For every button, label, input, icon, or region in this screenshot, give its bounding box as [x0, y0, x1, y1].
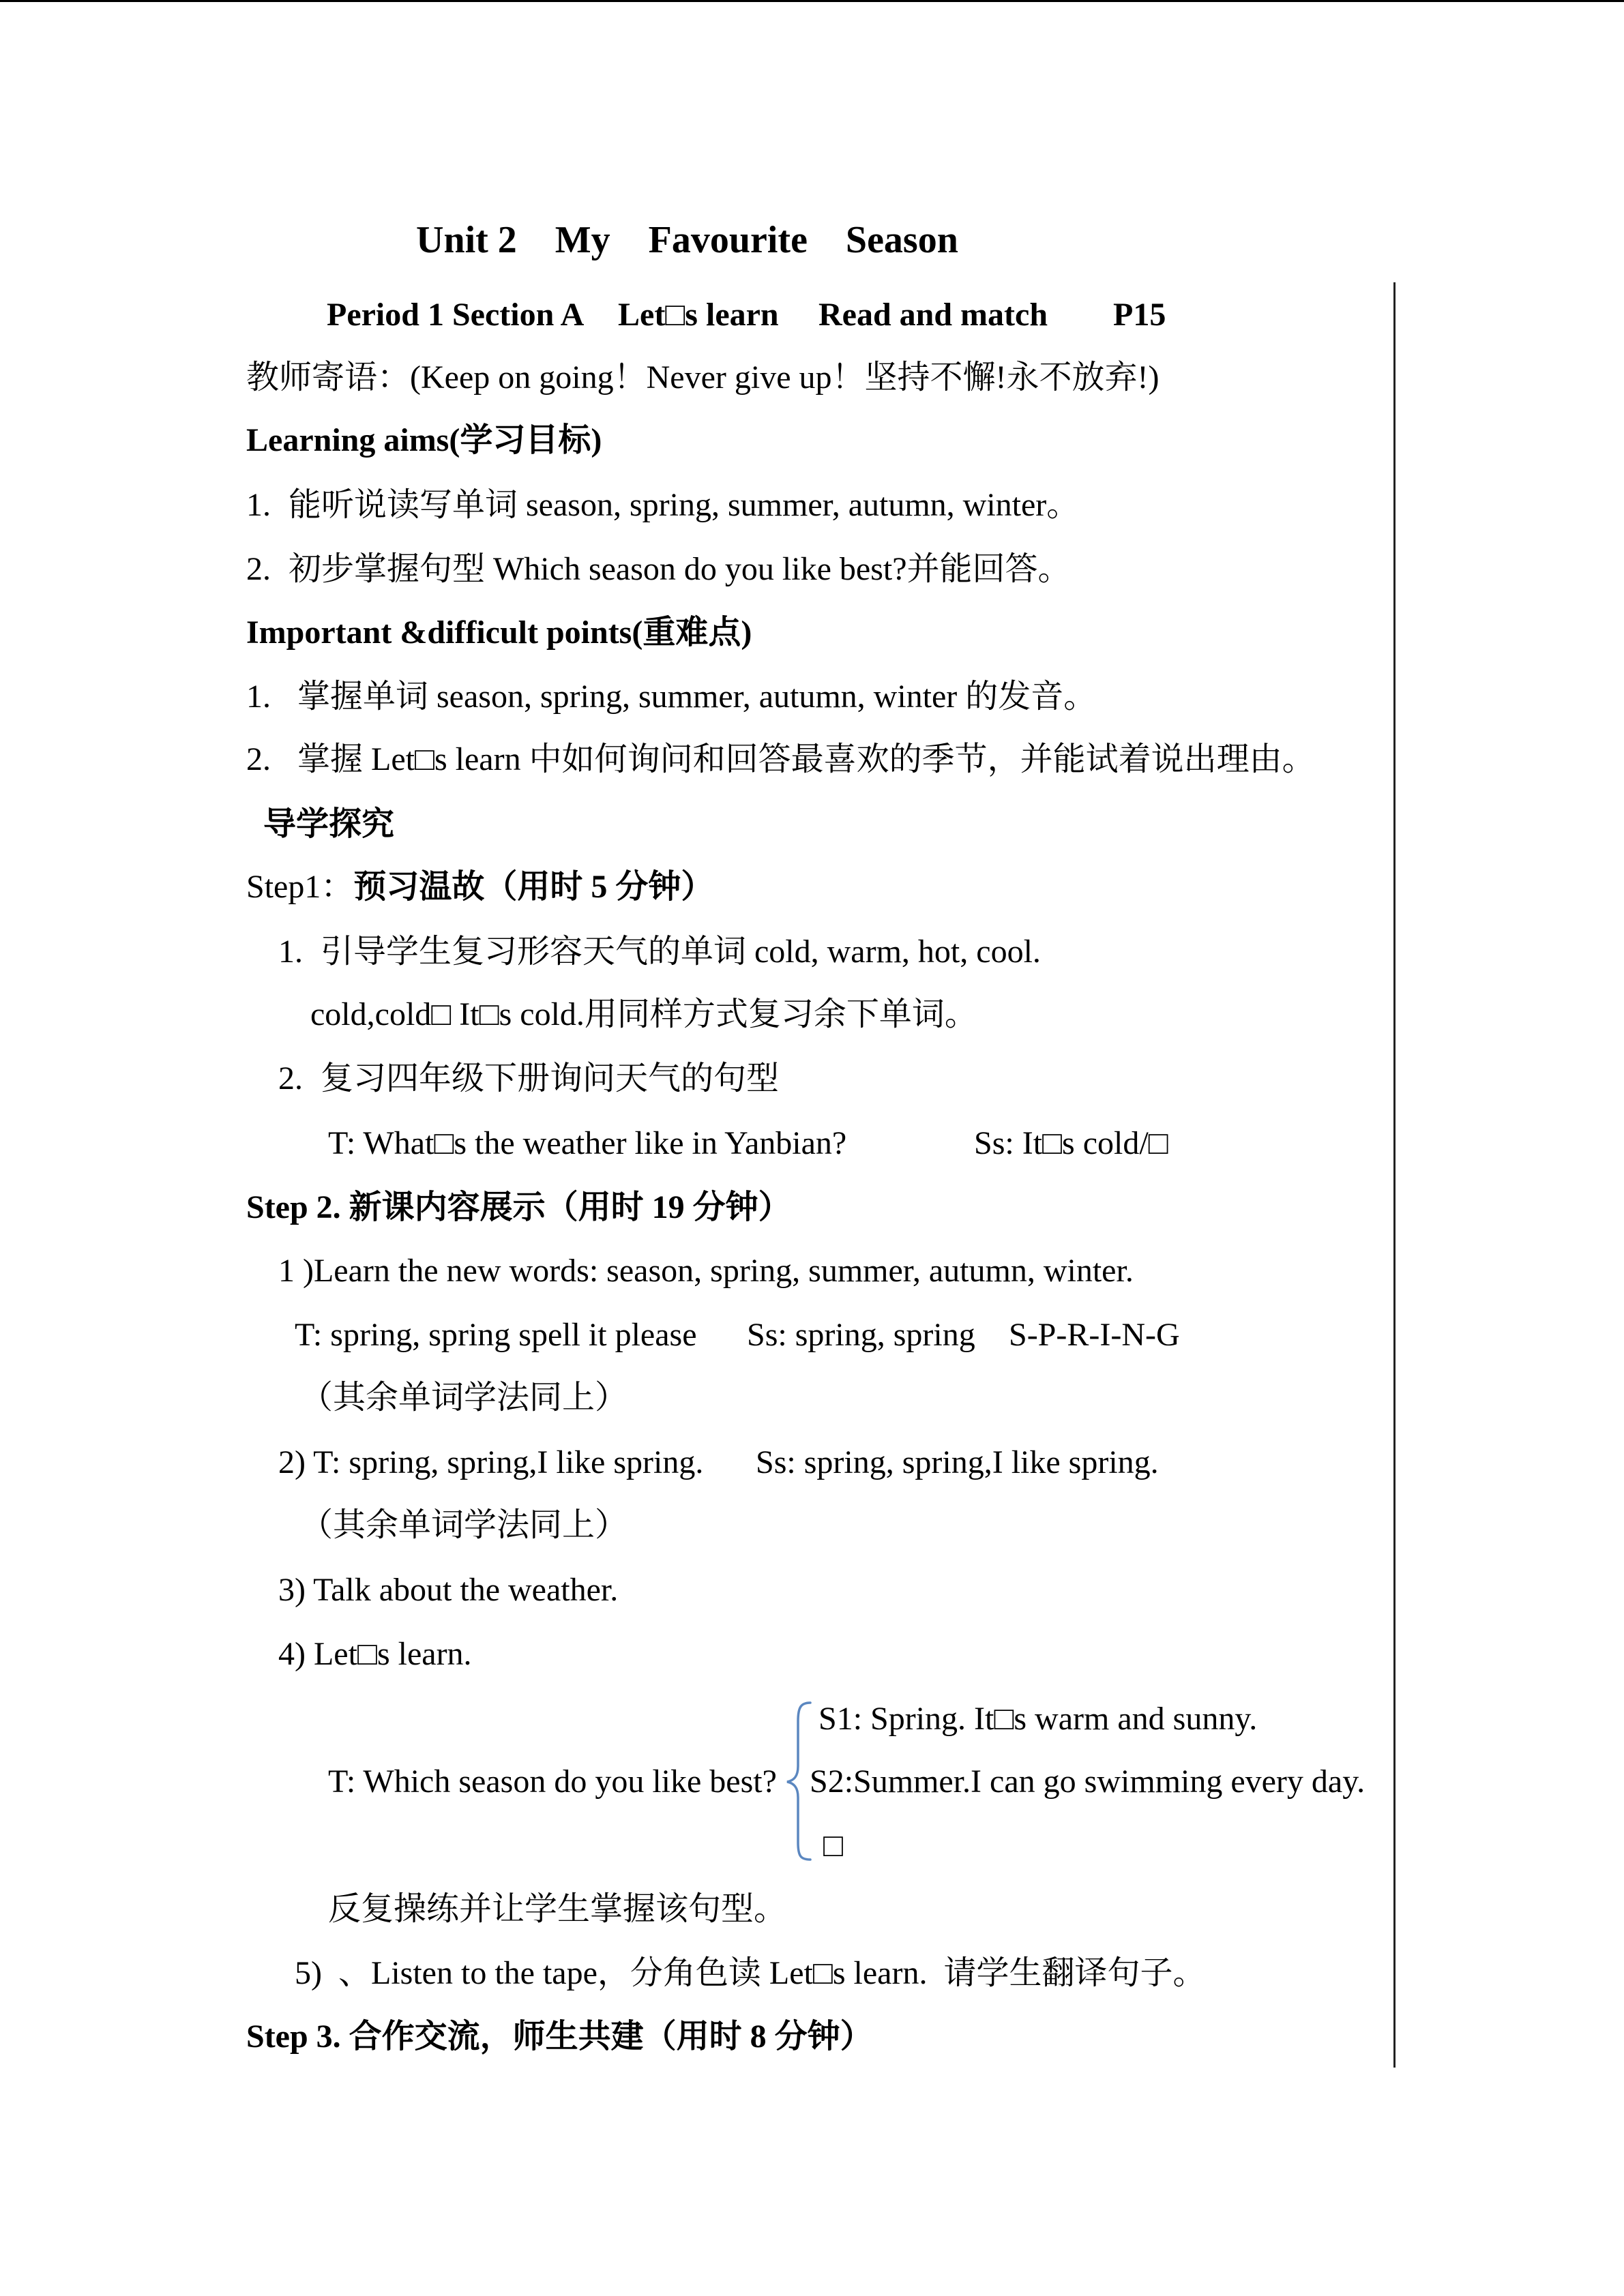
students-line: Ss: spring, spring — [747, 1317, 975, 1353]
step2-item-3: 3) Talk about the weather. — [278, 1572, 619, 1608]
top-border-rule — [0, 0, 1624, 2]
aims-item-text: 初步掌握句型 Which season do you like best?并能回答。 — [289, 551, 1071, 587]
teacher-note: 教师寄语：(Keep on going！Never give up！坚持不懈!永不放弃!) — [246, 359, 1160, 396]
period-page: P15 — [1113, 297, 1166, 333]
students-line: Ss: It□s cold/□ — [974, 1125, 1168, 1161]
step2-item-5-text: 、Listen to the tape，分角色读 Let□s learn. 请学生翻译句子。 — [338, 1955, 1206, 1991]
step1-item-number: 2. — [278, 1060, 303, 1097]
step1-label: Step1： — [246, 869, 354, 905]
right-margin-rule — [1393, 282, 1396, 2068]
points-item-text: 掌握 Let□s learn 中如何询问和回答最喜欢的季节，并能试着说出理由。 — [297, 741, 1315, 777]
step1-title: 预习温故（用时 5 分钟） — [353, 869, 714, 905]
aims-heading: Learning aims(学习目标) — [246, 422, 602, 458]
teacher-line: T: spring, spring spell it please — [295, 1317, 697, 1353]
teacher-line: T: What□s the weather like in Yanbian? — [328, 1125, 847, 1161]
answer-s2: S2:Summer.I can go swimming every day. — [810, 1763, 1365, 1800]
page-title: Unit 2 My Favourite Season — [416, 219, 958, 261]
step2-item-5-number: 5) — [295, 1955, 322, 1991]
aims-item-text: 能听说读写单词 season, spring, summer, autumn, winter。 — [289, 487, 1080, 523]
step1-item-text: 引导学生复习形容天气的单词 cold, warm, hot, cool. — [321, 934, 1041, 970]
method-note: （其余单词学法同上） — [300, 1380, 628, 1416]
practice-note: 反复操练并让学生掌握该句型。 — [328, 1891, 787, 1927]
answer-more: □ — [823, 1828, 843, 1864]
step2-heading: Step 2. 新课内容展示（用时 19 分钟） — [246, 1189, 791, 1225]
step1-item-text: 复习四年级下册询问天气的句型 — [321, 1060, 780, 1097]
step3-heading: Step 3. 合作交流，师生共建（用时 8 分钟） — [246, 2018, 873, 2055]
teacher-line: 2) T: spring, spring,I like spring. — [278, 1444, 704, 1480]
step2-item-4: 4) Let□s learn. — [278, 1636, 472, 1672]
period-section: Period 1 Section A — [327, 297, 585, 333]
teacher-question: T: Which season do you like best? — [328, 1763, 777, 1800]
curly-brace — [784, 1698, 812, 1865]
students-line: Ss: spring, spring,I like spring. — [756, 1444, 1159, 1480]
step2-item-1: 1 )Learn the new words: season, spring, summer, autumn, winter. — [278, 1253, 1134, 1289]
points-heading: Important &difficult points(重难点) — [246, 614, 752, 651]
answer-s1: S1: Spring. It□s warm and sunny. — [818, 1701, 1258, 1737]
points-item-number: 2. — [246, 741, 271, 777]
step1-heading — [246, 868, 713, 906]
period-activity: Read and match — [818, 297, 1048, 333]
step1-item-number: 1. — [278, 934, 303, 970]
points-item-text: 掌握单词 season, spring, summer, autumn, winter 的发音。 — [297, 679, 1097, 715]
step1-example: cold,cold□ It□s cold.用同样方式复习余下单词。 — [310, 996, 977, 1032]
period-lesson: Let□s learn — [618, 297, 779, 333]
guide-heading: 导学探究 — [263, 806, 395, 842]
aims-item-number: 2. — [246, 551, 271, 587]
spelling: S-P-R-I-N-G — [1009, 1317, 1180, 1353]
aims-item-number: 1. — [246, 487, 271, 523]
method-note: （其余单词学法同上） — [300, 1507, 628, 1543]
points-item-number: 1. — [246, 679, 271, 715]
